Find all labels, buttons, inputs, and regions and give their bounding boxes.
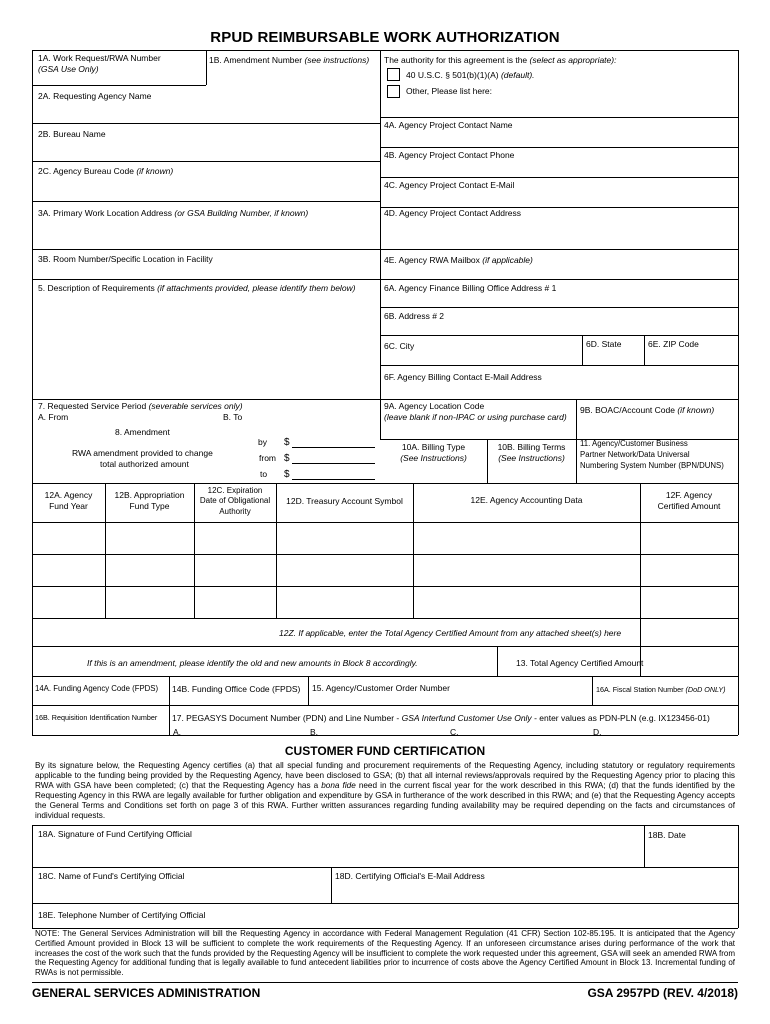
authority-default-text: 40 U.S.C. § 501(b)(1)(A): [406, 70, 499, 80]
divider: [576, 439, 577, 483]
divider: [380, 279, 738, 280]
amendment-to-field[interactable]: [292, 479, 375, 480]
block-2c-text: 2C. Agency Bureau Code: [38, 166, 134, 176]
dollar-sign: $: [284, 469, 290, 480]
block-12f-label-2: Certified Amount: [657, 501, 721, 511]
divider: [32, 676, 738, 677]
block-4e-hint: (if applicable): [482, 255, 533, 265]
block-1a-sublabel: (GSA Use Only): [38, 64, 99, 74]
authority-text: The authority for this agreement is the: [384, 55, 528, 65]
block-1b-label: [209, 56, 369, 66]
block-12b-label-2: Fund Type: [129, 501, 170, 511]
dollar-sign: $: [284, 437, 290, 448]
block-7-hint: (severable services only): [148, 401, 243, 411]
block-7-text: 7. Requested Service Period: [38, 401, 147, 411]
authority-default-label: [406, 71, 535, 81]
block-9b-hint: (if known): [677, 405, 715, 415]
divider: [640, 618, 641, 646]
block-17-format: - enter values as PDN-PLN (e.g. IX123456-01): [534, 713, 710, 723]
divider: [582, 335, 583, 365]
block-4e-text: 4E. Agency RWA Mailbox: [384, 255, 480, 265]
divider: [32, 85, 206, 86]
block-3b-label: 3B. Room Number/Specific Location in Facility: [38, 254, 213, 264]
block-17b-label: B.: [310, 727, 319, 737]
block-15-label: 15. Agency/Customer Order Number: [312, 683, 450, 693]
authority-other-label: Other, Please list here:: [406, 86, 492, 96]
certification-text-italic: bona fide: [321, 781, 356, 790]
authority-default-checkbox[interactable]: [387, 68, 400, 81]
block-7b-label: B. To: [223, 412, 243, 422]
block-2c-hint: (if known): [136, 166, 174, 176]
block-8-by-label: by: [258, 437, 267, 447]
block-17a-label: A.: [173, 727, 182, 737]
divider: [380, 50, 381, 439]
divider: [32, 483, 738, 484]
block-18b-label: 18B. Date: [648, 830, 686, 840]
divider: [738, 50, 739, 735]
divider: [32, 586, 738, 587]
certification-text-2: need in the current fiscal year for the work described in this RWA; (d) that the funds identified by the Requesting Agency in this RWA are legally available for further obligation and expenditure by GSA in furtherance of the work described in this RWA; and (e) that the Requesting Agency accepts the General Terms and Conditions set forth on page 3 of this RWA. Further written assurances regarding funding availability may be required depending on the facts and circumstances of individual requests.: [35, 781, 735, 820]
divider: [32, 399, 380, 400]
divider: [497, 646, 498, 676]
divider: [644, 825, 645, 867]
divider: [32, 123, 380, 124]
block-12b-label-1: 12B. Appropriation: [114, 490, 185, 500]
divider: [32, 50, 33, 735]
divider: [32, 201, 380, 202]
block-6f-label: 6F. Agency Billing Contact E-Mail Address: [384, 372, 542, 382]
divider: [576, 399, 577, 439]
footer-agency: GENERAL SERVICES ADMINISTRATION: [32, 986, 261, 1000]
block-17-label: [172, 714, 710, 724]
block-10b-hint: (See Instructions): [498, 453, 565, 463]
divider: [380, 335, 738, 336]
block-8-label: 8. Amendment: [115, 427, 170, 437]
form-title: RPUD REIMBURSABLE WORK AUTHORIZATION: [210, 29, 560, 46]
block-12a-label-2: Fund Year: [49, 501, 88, 511]
divider: [592, 676, 593, 705]
block-16b-label: 16B. Requisition Identification Number: [35, 713, 158, 722]
footer-form-number: GSA 2957PD (REV. 4/2018): [587, 986, 738, 1000]
block-17-hint: GSA Interfund Customer Use Only: [401, 713, 532, 723]
block-17d-label: D.: [593, 727, 602, 737]
block-18a-label: 18A. Signature of Fund Certifying Official: [38, 829, 192, 839]
divider: [32, 867, 738, 868]
divider: [380, 399, 738, 400]
billing-note: NOTE: The General Services Administration will bill the Requesting Agency in accordance with Federal Management Regulation (41 CFR) Section 102-85.195. It is anticipated that the Agency Certified Amount provided in Block 13 will be sufficient to complete the work requirements of the Requesting Agency. If an unforeseen circumstance arises during performance of the work that increases the cost of the work such that the funds provided by the Requesting Agency will be insufficient to complete the work requested under this agreement, GSA will seek an amended RWA from the Requesting Agency for additional funding that is legally available to fund antecedent liabilities prior to incurrence of costs above the Agency Certified Amount in Block 13. Incremental funding of RWAs is not permissible.: [35, 929, 735, 977]
block-6d-label: 6D. State: [586, 339, 622, 349]
divider: [380, 147, 738, 148]
block-9b-label: [580, 406, 714, 416]
block-5-label: [38, 284, 356, 294]
block-3a-text: 3A. Primary Work Location Address: [38, 208, 173, 218]
block-16a-text: 16A. Fiscal Station Number: [596, 685, 684, 694]
rwa-form: [32, 22, 738, 1004]
block-8-to-label: to: [260, 469, 268, 479]
block-8-text-1: RWA amendment provided to change: [72, 448, 213, 458]
block-3a-label: [38, 209, 308, 219]
block-17c-label: C.: [450, 727, 459, 737]
block-12a-label-1: 12A. Agency: [44, 490, 93, 500]
block-12e-label: 12E. Agency Accounting Data: [470, 495, 583, 505]
divider: [32, 249, 380, 250]
block-2c-label: [38, 167, 173, 177]
block-11-label-3: Numbering System Number (BPN/DUNS): [580, 461, 724, 470]
block-14b-label: 14B. Funding Office Code (FPDS): [172, 684, 301, 694]
divider: [32, 554, 738, 555]
block-4d-label: 4D. Agency Project Contact Address: [384, 208, 522, 218]
block-11-label-1: 11. Agency/Customer Business: [580, 439, 688, 448]
block-14a-label: 14A. Funding Agency Code (FPDS): [35, 684, 159, 693]
divider: [32, 522, 738, 523]
divider: [738, 825, 739, 928]
block-3a-hint: (or GSA Building Number, if known): [174, 208, 309, 218]
block-17-text: 17. PEGASYS Document Number (PDN) and Line Number -: [172, 713, 400, 723]
block-8-text-2: total authorized amount: [100, 459, 189, 469]
divider: [32, 50, 738, 51]
authority-other-checkbox[interactable]: [387, 85, 400, 98]
block-1b-hint: (see instructions): [304, 55, 370, 65]
dollar-sign: $: [284, 453, 290, 464]
block-4a-label: 4A. Agency Project Contact Name: [384, 120, 513, 130]
amendment-from-field[interactable]: [292, 463, 375, 464]
block-4c-label: 4C. Agency Project Contact E-Mail: [384, 180, 515, 190]
block-10a-hint: (See Instructions): [400, 453, 467, 463]
block-1a-label: 1A. Work Request/RWA Number: [38, 53, 161, 63]
block-18d-label: 18D. Certifying Official's E-Mail Address: [335, 871, 485, 881]
block-9a-label: 9A. Agency Location Code: [384, 401, 485, 411]
divider: [32, 618, 738, 619]
amendment-by-field[interactable]: [292, 447, 375, 448]
block-12c-label-3: Authority: [219, 507, 251, 516]
block-12c-label-2: Date of Obligational: [199, 496, 271, 505]
divider: [32, 903, 738, 904]
block-6e-label: 6E. ZIP Code: [648, 339, 699, 349]
block-1b-text: 1B. Amendment Number: [209, 55, 303, 65]
block-5-hint: (if attachments provided, please identify them below): [157, 283, 356, 293]
block-12c-label-1: 12C. Expiration: [207, 486, 263, 495]
block-5-text: 5. Description of Requirements: [38, 283, 155, 293]
divider: [380, 249, 738, 250]
certification-title: CUSTOMER FUND CERTIFICATION: [284, 744, 486, 758]
divider: [644, 335, 645, 365]
certification-paragraph: [35, 761, 735, 821]
divider: [308, 676, 309, 705]
divider: [32, 705, 738, 706]
amendment-note: If this is an amendment, please identify the old and new amounts in Block 8 accordingly.: [87, 658, 418, 668]
authority-hint: (select as appropriate):: [529, 55, 617, 65]
block-13-label: 13. Total Agency Certified Amount: [516, 658, 644, 668]
authority-label: [384, 56, 616, 66]
block-11-label-2: Partner Network/Data Universal: [580, 450, 690, 459]
block-4e-label: [384, 256, 533, 266]
block-16a-hint: (DoD ONLY): [685, 685, 726, 694]
divider: [32, 982, 738, 983]
divider: [380, 365, 738, 366]
block-8-from-label: from: [259, 453, 276, 463]
divider: [331, 867, 332, 903]
divider: [32, 646, 738, 647]
block-12d-label: 12D. Treasury Account Symbol: [286, 496, 403, 506]
block-18c-label: 18C. Name of Fund's Certifying Official: [38, 871, 185, 881]
divider: [32, 161, 380, 162]
block-9b-text: 9B. BOAC/Account Code: [580, 405, 675, 415]
divider: [206, 50, 207, 85]
divider: [32, 825, 738, 826]
divider: [32, 279, 380, 280]
certification-text-1: By its signature below, the Requesting Agency certifies (a) that all special funding and procurement requirements of the Requesting Agency, including statutory or regulatory requirements applicable to the funding being provided by the Requesting Agency, have been disclosed to GSA; (b) that all internal reviews/approvals required by the Requesting Agency prior to placing this RWA with GSA have been completed; (c) that the Requesting Agency has a: [35, 761, 735, 790]
divider: [380, 117, 738, 118]
block-16a-label: [596, 686, 726, 694]
block-6b-label: 6B. Address # 2: [384, 311, 445, 321]
divider: [380, 177, 738, 178]
divider: [380, 307, 738, 308]
block-2b-label: 2B. Bureau Name: [38, 129, 106, 139]
block-10b-label: 10B. Billing Terms: [497, 442, 566, 452]
authority-default-hint: (default).: [500, 70, 535, 80]
block-7-label: [38, 402, 243, 412]
block-10a-label: 10A. Billing Type: [401, 442, 466, 452]
block-12f-label-1: 12F. Agency: [665, 490, 713, 500]
block-6a-label: 6A. Agency Finance Billing Office Address # 1: [384, 283, 557, 293]
block-7a-label: A. From: [38, 412, 69, 422]
block-2a-label: 2A. Requesting Agency Name: [38, 91, 152, 101]
divider: [32, 735, 738, 736]
block-18e-label: 18E. Telephone Number of Certifying Official: [38, 910, 206, 920]
block-4b-label: 4B. Agency Project Contact Phone: [384, 150, 515, 160]
block-9a-hint: (leave blank if non-IPAC or using purchase card): [384, 412, 567, 422]
block-6c-label: 6C. City: [384, 341, 415, 351]
divider: [32, 825, 33, 928]
block-12z-label: 12Z. If applicable, enter the Total Agency Certified Amount from any attached sheet(s) here: [279, 628, 622, 638]
